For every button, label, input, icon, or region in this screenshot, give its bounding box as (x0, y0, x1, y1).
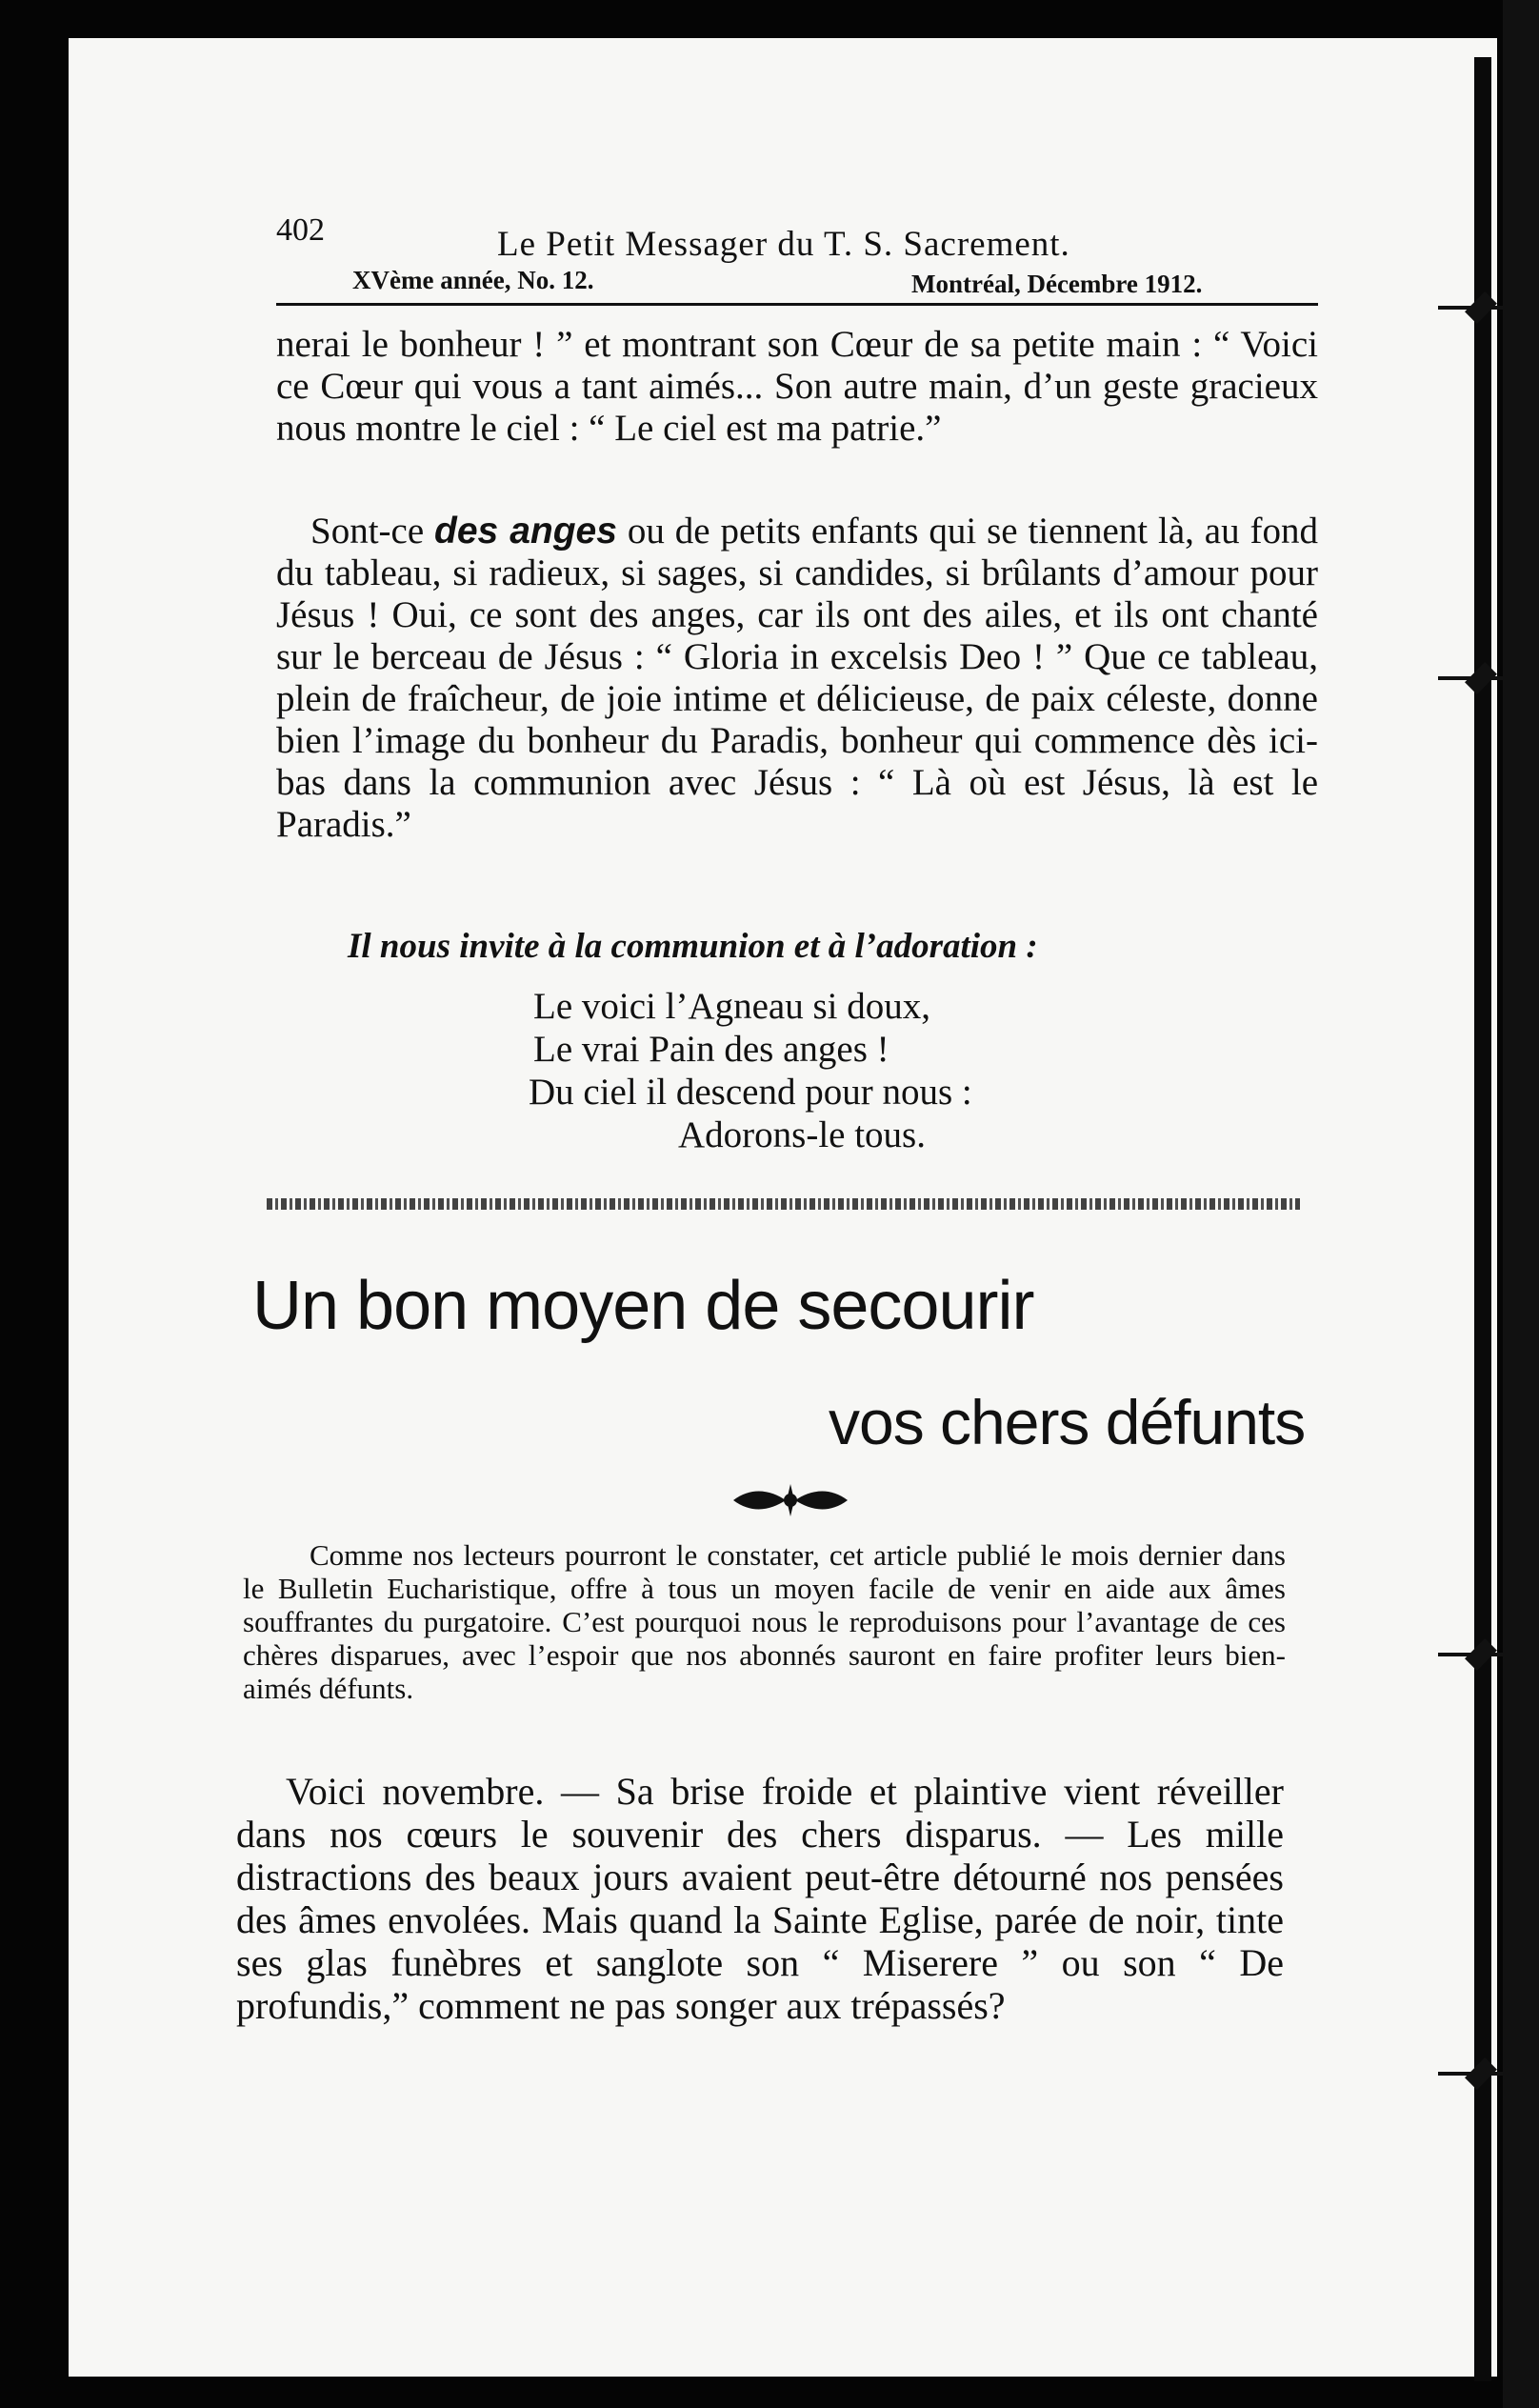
verse-line: Le voici l’Agneau si doux, (533, 986, 930, 1027)
paragraph-text: ou de petits enfants qui se tiennent là, au fond du tableau, si radieux, si sages, si candides, si brûlants d’amour pour Jésus ! Oui, ce sont des anges, car ils ont des ailes, et ils ont chanté sur le berceau de Jésus : “ Gloria in excelsis Deo ! ” Que ce tableau, plein de fraîcheur, de joie intime et délicieuse, de paix céleste, donne bien l’image du bonheur du Paradis, bonheur qui commence dès ici-bas dans la communion avec Jésus : “ Là où est Jésus, là est le Paradis.” (276, 511, 1318, 845)
stitch-mark (1438, 2067, 1524, 2080)
binding-edge (1503, 0, 1539, 2408)
verse-line: Du ciel il descend pour nous : (529, 1072, 972, 1113)
invitation-line: Il nous invite à la communion et à l’adoration : (348, 927, 1038, 966)
paragraph-novembre: Voici novembre. — Sa brise froide et plaintive vient réveiller dans nos cœurs le souvenir des chers disparus. — Les mille distractions des beaux jours avaient peut-être détourné nos pensées des âmes envolées. Mais quand la Sainte Eglise, parée de noir, tinte ses glas funèbres et sanglote son “ Miserere ” ou son “ De profundis,” comment ne pas songer aux trépassés? (236, 1770, 1284, 2027)
running-header (276, 205, 1318, 310)
article-title-line1: Un bon moyen de secourir (252, 1268, 1034, 1344)
article-title-line2: vos chers défunts (829, 1387, 1306, 1457)
stitch-mark (1438, 672, 1524, 685)
paragraph-anges (276, 511, 1318, 846)
paragraph-continued: nerai le bonheur ! ” et montrant son Cœur de sa petite main : “ Voici ce Cœur qui vous a tant aimés... Son autre main, d’un geste gracieux nous montre le ciel : “ Le ciel est ma patrie.” (276, 324, 1318, 449)
binding-strip (1474, 57, 1491, 2381)
place-date: Montréal, Décembre 1912. (911, 270, 1203, 298)
paragraph-text: Sont-ce (310, 511, 435, 552)
page-number: 402 (276, 212, 325, 248)
section-divider (267, 1198, 1300, 1210)
journal-title: Le Petit Messager du T. S. Sacrement. (497, 225, 1070, 264)
verse-line: Le vrai Pain des anges ! (533, 1029, 889, 1070)
verse-line: Adorons-le tous. (678, 1114, 926, 1155)
issue-info: XVème année, No. 12. (352, 266, 594, 294)
header-rule (276, 303, 1318, 306)
article-intro: Comme nos lecteurs pourront le constater, cet article publié le mois dernier dans le Bulletin Eucharistique, offre à tous un moyen facile de venir en aide aux âmes souffrantes du purgatoire. C’est pourquoi nous le reproduisons pour l’avantage de ces chères disparues, avec l’espoir que nos abonnés sauront en faire profiter leurs bien-aimés défunts. (243, 1538, 1286, 1705)
stitch-mark (1438, 1648, 1524, 1661)
stitch-mark (1438, 301, 1524, 314)
emphasis-text: des anges (434, 511, 617, 552)
ornament-icon (729, 1476, 852, 1524)
